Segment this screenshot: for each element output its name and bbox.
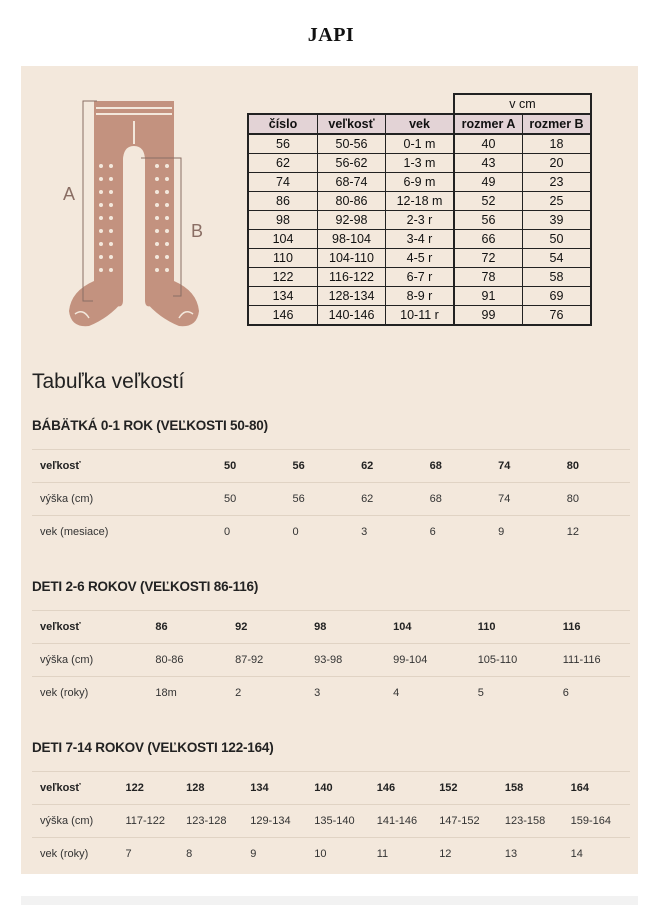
size-cell: 4 bbox=[385, 677, 470, 710]
row-label: vek (mesiace) bbox=[32, 516, 216, 549]
size-cell: 99-104 bbox=[385, 644, 470, 677]
conversion-cell: 92-98 bbox=[318, 211, 386, 230]
conversion-cell: 72 bbox=[454, 249, 523, 268]
size-cell: 158 bbox=[497, 772, 563, 805]
conversion-cell: 12-18 m bbox=[386, 192, 455, 211]
conversion-cell: 122 bbox=[248, 268, 318, 287]
conversion-cell: 54 bbox=[523, 249, 592, 268]
conversion-cell: 98 bbox=[248, 211, 318, 230]
size-table-row bbox=[32, 516, 630, 549]
size-cell: 7 bbox=[117, 838, 178, 871]
size-cell: 3 bbox=[353, 516, 422, 549]
row-label: veľkosť bbox=[32, 611, 147, 644]
size-cell: 164 bbox=[563, 772, 630, 805]
row-label: výška (cm) bbox=[32, 805, 117, 838]
size-cell: 14 bbox=[563, 838, 630, 871]
size-table-row bbox=[32, 644, 630, 677]
conversion-cell: 1-3 m bbox=[386, 154, 455, 173]
size-cell: 92 bbox=[227, 611, 306, 644]
size-cell: 18m bbox=[147, 677, 227, 710]
size-cell: 6 bbox=[422, 516, 491, 549]
brand-title: JAPI bbox=[307, 24, 355, 46]
conversion-cell: 56 bbox=[454, 211, 523, 230]
size-cell: 6 bbox=[555, 677, 630, 710]
size-cell: 3 bbox=[306, 677, 385, 710]
header-cislo: číslo bbox=[248, 114, 318, 134]
size-cell: 0 bbox=[216, 516, 285, 549]
header-vek: vek bbox=[386, 114, 455, 134]
size-cell: 110 bbox=[470, 611, 555, 644]
conversion-cell: 104-110 bbox=[318, 249, 386, 268]
size-table-row bbox=[32, 838, 630, 871]
conversion-cell: 86 bbox=[248, 192, 318, 211]
label-b: B bbox=[191, 221, 204, 241]
row-label: výška (cm) bbox=[32, 644, 147, 677]
size-cell: 93-98 bbox=[306, 644, 385, 677]
conversion-cell: 80-86 bbox=[318, 192, 386, 211]
conversion-cell: 49 bbox=[454, 173, 523, 192]
size-cell: 123-128 bbox=[178, 805, 242, 838]
header-velkost: veľkosť bbox=[318, 114, 386, 134]
conversion-table bbox=[247, 93, 592, 326]
size-table-row bbox=[32, 611, 630, 644]
conversion-cell: 62 bbox=[248, 154, 318, 173]
tights-diagram bbox=[61, 96, 241, 331]
size-cell: 129-134 bbox=[242, 805, 306, 838]
conversion-cell: 74 bbox=[248, 173, 318, 192]
size-cell: 11 bbox=[369, 838, 431, 871]
conversion-cell: 104 bbox=[248, 230, 318, 249]
size-cell: 87-92 bbox=[227, 644, 306, 677]
row-label: vek (roky) bbox=[32, 677, 147, 710]
conversion-table-row bbox=[248, 134, 591, 154]
size-cell: 62 bbox=[353, 450, 422, 483]
conversion-cell: 3-4 r bbox=[386, 230, 455, 249]
row-label: veľkosť bbox=[32, 450, 216, 483]
conversion-cell: 6-7 r bbox=[386, 268, 455, 287]
size-cell: 104 bbox=[385, 611, 470, 644]
size-cell: 62 bbox=[353, 483, 422, 516]
conversion-cell: 56 bbox=[248, 134, 318, 154]
size-cell: 80 bbox=[559, 450, 630, 483]
conversion-cell: 134 bbox=[248, 287, 318, 306]
conversion-cell: 91 bbox=[454, 287, 523, 306]
size-table-kids-7-14 bbox=[32, 771, 630, 870]
unit-label: v cm bbox=[454, 94, 591, 114]
size-table-row bbox=[32, 772, 630, 805]
conversion-cell: 20 bbox=[523, 154, 592, 173]
size-cell: 105-110 bbox=[470, 644, 555, 677]
size-cell: 13 bbox=[497, 838, 563, 871]
size-cell: 68 bbox=[422, 483, 491, 516]
conversion-cell: 146 bbox=[248, 306, 318, 326]
size-cell: 9 bbox=[242, 838, 306, 871]
size-cell: 9 bbox=[490, 516, 559, 549]
conversion-cell: 10-11 r bbox=[386, 306, 455, 326]
conversion-cell: 69 bbox=[523, 287, 592, 306]
size-cell: 12 bbox=[431, 838, 497, 871]
size-cell: 122 bbox=[117, 772, 178, 805]
size-cell: 56 bbox=[285, 450, 354, 483]
conversion-cell: 43 bbox=[454, 154, 523, 173]
conversion-cell: 110 bbox=[248, 249, 318, 268]
conversion-cell: 23 bbox=[523, 173, 592, 192]
size-cell: 123-158 bbox=[497, 805, 563, 838]
header-rozmer-a: rozmer A bbox=[454, 114, 523, 134]
section-heading-kids-7-14: DETI 7-14 ROKOV (VEĽKOSTI 122-164) bbox=[32, 740, 274, 755]
label-a: A bbox=[63, 184, 76, 204]
conversion-cell: 76 bbox=[523, 306, 592, 326]
size-cell: 68 bbox=[422, 450, 491, 483]
size-cell: 135-140 bbox=[306, 805, 368, 838]
conversion-cell: 78 bbox=[454, 268, 523, 287]
size-cell: 80-86 bbox=[147, 644, 227, 677]
size-cell: 80 bbox=[559, 483, 630, 516]
size-table-row bbox=[32, 450, 630, 483]
size-table-babies bbox=[32, 449, 630, 548]
size-cell: 0 bbox=[285, 516, 354, 549]
size-cell: 116 bbox=[555, 611, 630, 644]
conversion-cell: 56-62 bbox=[318, 154, 386, 173]
conversion-table-row bbox=[248, 154, 591, 173]
header-rozmer-b: rozmer B bbox=[523, 114, 592, 134]
row-label: vek (roky) bbox=[32, 838, 117, 871]
row-label: výška (cm) bbox=[32, 483, 216, 516]
conversion-cell: 50 bbox=[523, 230, 592, 249]
conversion-cell: 58 bbox=[523, 268, 592, 287]
conversion-cell: 128-134 bbox=[318, 287, 386, 306]
row-label: veľkosť bbox=[32, 772, 117, 805]
conversion-table-header bbox=[248, 114, 591, 134]
conversion-table-row bbox=[248, 173, 591, 192]
size-cell: 12 bbox=[559, 516, 630, 549]
size-cell: 152 bbox=[431, 772, 497, 805]
section-heading-babies: BÁBÄTKÁ 0-1 ROK (VEĽKOSTI 50-80) bbox=[32, 418, 268, 433]
conversion-cell: 40 bbox=[454, 134, 523, 154]
conversion-table-row bbox=[248, 249, 591, 268]
conversion-cell: 68-74 bbox=[318, 173, 386, 192]
size-cell: 111-116 bbox=[555, 644, 630, 677]
conversion-cell: 99 bbox=[454, 306, 523, 326]
conversion-cell: 39 bbox=[523, 211, 592, 230]
conversion-cell: 25 bbox=[523, 192, 592, 211]
size-cell: 147-152 bbox=[431, 805, 497, 838]
size-table-row bbox=[32, 805, 630, 838]
conversion-cell: 6-9 m bbox=[386, 173, 455, 192]
footer-strip bbox=[21, 896, 638, 905]
size-table-row bbox=[32, 483, 630, 516]
conversion-cell: 140-146 bbox=[318, 306, 386, 326]
conversion-cell: 4-5 r bbox=[386, 249, 455, 268]
size-cell: 141-146 bbox=[369, 805, 431, 838]
size-cell: 10 bbox=[306, 838, 368, 871]
size-cell: 159-164 bbox=[563, 805, 630, 838]
section-heading-kids-2-6: DETI 2-6 ROKOV (VEĽKOSTI 86-116) bbox=[32, 579, 259, 594]
conversion-cell: 98-104 bbox=[318, 230, 386, 249]
size-cell: 134 bbox=[242, 772, 306, 805]
conversion-cell: 116-122 bbox=[318, 268, 386, 287]
size-cell: 8 bbox=[178, 838, 242, 871]
size-cell: 56 bbox=[285, 483, 354, 516]
size-guide-panel bbox=[21, 66, 638, 874]
conversion-cell: 52 bbox=[454, 192, 523, 211]
conversion-cell: 2-3 r bbox=[386, 211, 455, 230]
page-title: Tabuľka veľkostí bbox=[32, 370, 185, 393]
size-cell: 74 bbox=[490, 483, 559, 516]
size-cell: 2 bbox=[227, 677, 306, 710]
conversion-table-row bbox=[248, 192, 591, 211]
conversion-table-row bbox=[248, 230, 591, 249]
conversion-cell: 8-9 r bbox=[386, 287, 455, 306]
conversion-cell: 66 bbox=[454, 230, 523, 249]
size-cell: 117-122 bbox=[117, 805, 178, 838]
conversion-table-row bbox=[248, 287, 591, 306]
size-table-kids-2-6 bbox=[32, 610, 630, 709]
size-cell: 50 bbox=[216, 450, 285, 483]
conversion-cell: 50-56 bbox=[318, 134, 386, 154]
conversion-cell: 0-1 m bbox=[386, 134, 455, 154]
size-cell: 128 bbox=[178, 772, 242, 805]
size-table-row bbox=[32, 677, 630, 710]
conversion-table-row bbox=[248, 268, 591, 287]
size-cell: 5 bbox=[470, 677, 555, 710]
conversion-cell: 18 bbox=[523, 134, 592, 154]
size-cell: 50 bbox=[216, 483, 285, 516]
conversion-table-row bbox=[248, 306, 591, 326]
conversion-table-row bbox=[248, 211, 591, 230]
size-cell: 86 bbox=[147, 611, 227, 644]
size-cell: 140 bbox=[306, 772, 368, 805]
size-cell: 98 bbox=[306, 611, 385, 644]
size-cell: 74 bbox=[490, 450, 559, 483]
size-cell: 146 bbox=[369, 772, 431, 805]
